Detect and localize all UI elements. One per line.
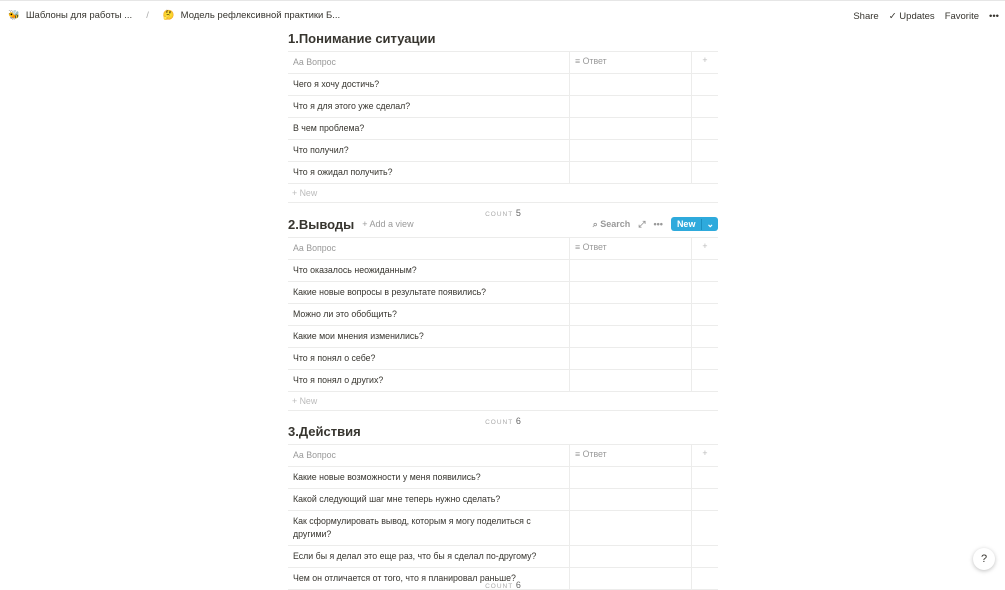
breadcrumb-parent[interactable]: Шаблоны для работы ... [25,10,133,21]
column-header-answer[interactable] [570,238,692,259]
table-row[interactable] [288,139,718,161]
answer-cell[interactable] [570,118,692,139]
question-cell[interactable]: Какие мои мнения изменились? [288,326,570,347]
table-row[interactable] [288,488,718,510]
question-cell[interactable]: Что получил? [288,140,570,161]
text-property-icon: Aa [293,57,307,67]
answer-cell[interactable] [570,326,692,347]
empty-cell [692,370,718,391]
count-value: 6 [515,580,521,590]
answer-cell[interactable] [570,348,692,369]
count-label: COUNT [485,419,514,426]
table-row[interactable] [288,347,718,369]
question-cell[interactable]: Что я понял о других? [288,370,570,391]
empty-cell [692,511,718,545]
new-label: New [676,219,696,229]
empty-cell [692,546,718,567]
section-1 [288,25,718,218]
question-cell[interactable]: Какие новые возможности у меня появились? [288,467,570,488]
table-row[interactable] [288,369,718,391]
empty-cell [692,162,718,183]
answer-cell[interactable] [570,162,692,183]
text-property-icon: Aa [293,243,307,253]
add-column-button[interactable]: + [702,241,708,251]
table-row[interactable] [288,545,718,567]
thinking-icon: 🤔 [162,10,175,21]
section-title [288,418,718,444]
new-button[interactable] [671,217,718,231]
answer-cell[interactable] [570,511,692,545]
answer-cell[interactable] [570,260,692,281]
header-row [288,444,718,466]
answer-cell[interactable] [570,304,692,325]
empty-cell [692,304,718,325]
column-header-answer[interactable] [570,52,692,73]
column-header-question[interactable] [288,445,570,466]
add-column-button[interactable]: + [702,55,708,65]
more-icon[interactable]: ••• [989,10,999,22]
favorite-button[interactable]: Favorite [944,10,980,22]
table-row[interactable] [288,303,718,325]
section-title [288,25,718,51]
question-cell[interactable]: Как сформулировать вывод, которым я могу поделиться с другими? [288,511,570,545]
answer-cell[interactable] [570,370,692,391]
question-cell[interactable]: В чем проблема? [288,118,570,139]
empty-cell [692,96,718,117]
header-row [288,51,718,73]
answer-cell[interactable] [570,467,692,488]
count-label: COUNT [485,211,514,218]
column-header-question[interactable] [288,238,570,259]
table-row[interactable] [288,161,718,183]
empty-cell [692,140,718,161]
chevron-down-icon[interactable]: ⌄ [701,219,718,230]
section-title-text: 1.Понимание ситуации [288,30,436,46]
table-row[interactable] [288,73,718,95]
answer-cell[interactable] [570,96,692,117]
question-cell[interactable]: Что я для этого уже сделал? [288,96,570,117]
search-button[interactable] [593,219,631,230]
answer-cell[interactable] [570,140,692,161]
column-header-answer[interactable] [570,445,692,466]
question-cell[interactable]: Что я понял о себе? [288,348,570,369]
count-value: 6 [515,416,521,426]
empty-cell [692,326,718,347]
column-label: Вопрос [306,243,336,253]
answer-cell[interactable] [570,282,692,303]
table-toolbar [593,217,718,231]
column-label: Вопрос [306,450,336,460]
table-row[interactable] [288,281,718,303]
more-icon[interactable]: ••• [653,219,663,229]
text-lines-icon: ≡ [575,449,583,459]
new-row-button[interactable]: + New [288,183,718,203]
section-title [288,211,718,237]
table-row[interactable] [288,325,718,347]
question-cell[interactable]: Чего я хочу достичь? [288,74,570,95]
add-column-button[interactable]: + [702,448,708,458]
new-row-button[interactable]: + New [288,391,718,411]
header-row [288,237,718,259]
section-title-text: 2.Выводы [288,216,355,232]
question-cell[interactable]: Чем он отличается от того, что я планировал раньше? [288,568,570,589]
column-label: Вопрос [306,57,336,67]
section-2 [288,211,718,426]
search-icon: ⌕ [592,218,601,229]
text-lines-icon: ≡ [575,242,583,252]
table-row[interactable] [288,567,718,590]
empty-cell [692,282,718,303]
question-cell[interactable]: Какой следующий шаг мне теперь нужно сделать? [288,489,570,510]
table-row[interactable] [288,117,718,139]
question-cell[interactable]: Какие новые вопросы в результате появились? [288,282,570,303]
question-cell[interactable]: Можно ли это обобщить? [288,304,570,325]
column-label: Ответ [582,56,607,66]
empty-cell [692,568,718,589]
breadcrumb [8,10,340,21]
table-row[interactable] [288,466,718,488]
answer-cell[interactable] [570,489,692,510]
empty-cell [692,467,718,488]
expand-icon[interactable]: ⤢ [638,218,646,229]
table-row[interactable] [288,510,718,545]
answer-cell[interactable] [570,546,692,567]
question-cell[interactable]: Если бы я делал это еще раз, что бы я сделал по-другому? [288,546,570,567]
text-lines-icon: ≡ [575,56,583,66]
search-label: Search [600,218,631,229]
check-icon: ✓ [888,10,897,22]
empty-cell [692,118,718,139]
section-3 [288,418,718,583]
empty-cell [692,74,718,95]
question-cell[interactable]: Что оказалось неожиданным? [288,260,570,281]
share-button[interactable]: Share [853,10,879,22]
breadcrumb-current[interactable]: Модель рефлексивной практики Б... [180,10,341,21]
answer-cell[interactable] [570,74,692,95]
column-label: Ответ [582,242,607,252]
updates-label: Updates [899,10,935,22]
breadcrumb-separator: / [146,10,149,21]
empty-cell [692,348,718,369]
add-view-button[interactable]: + Add a view [362,219,414,229]
text-property-icon: Aa [293,450,307,460]
count-value: 5 [515,208,521,218]
empty-cell [692,489,718,510]
column-header-question[interactable] [288,52,570,73]
column-label: Ответ [582,449,607,459]
empty-cell [692,260,718,281]
count-label: COUNT [485,583,514,590]
section-title-text: 3.Действия [288,423,361,439]
table-row[interactable] [288,259,718,281]
table-row[interactable] [288,95,718,117]
bee-icon: 🐝 [8,10,20,21]
answer-cell[interactable] [570,568,692,589]
help-button[interactable]: ? [973,548,995,570]
question-cell[interactable]: Что я ожидал получить? [288,162,570,183]
updates-button[interactable] [889,11,935,22]
